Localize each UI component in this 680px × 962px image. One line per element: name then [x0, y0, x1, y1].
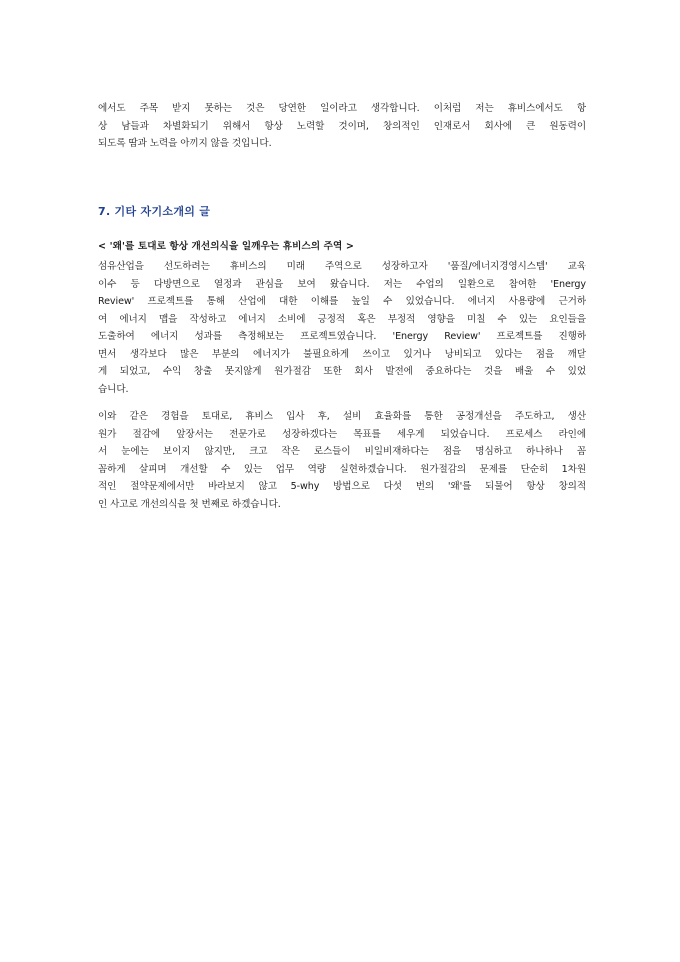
paragraph-line: 적인 절약문제에서만 바라보지 않고 5-why 방법으로 다섯 번의 '왜'를 되물어 항상 창의적: [98, 481, 586, 492]
paragraph-line: 면서 생각보다 많은 부분의 에너지가 불필요하게 쓰이고 있거나 낭비되고 있다는 점을 깨닫: [98, 348, 586, 360]
paragraph-line: 섬유산업을 선도하려는 휴비스의 미래 주역으로 성장하고자 '품질/에너지경영시스템' 교육: [98, 261, 586, 272]
section-heading: 7. 기타 자기소개의 글: [98, 205, 211, 218]
paragraph-line: 습니다.: [98, 383, 129, 395]
paragraph-line: 여 에너지 맵을 작성하고 에너지 소비에 긍정적 혹은 부정적 영향을 미칠 수 있는 요인들을: [98, 313, 586, 325]
paragraph-line: Review' 프로젝트를 통해 산업에 대한 이해를 높일 수 있었습니다. 에너지 사용량에 근거하: [98, 296, 586, 307]
intro-paragraph: [98, 100, 586, 153]
paragraph-line: 서 눈에는 보이지 않지만, 크고 작은 로스들이 비일비재하다는 점을 명심하고 하나하나 꼼: [98, 446, 586, 457]
paragraph-line: 이수 등 다방면으로 열정과 관심을 보여 왔습니다. 저는 수업의 일환으로 참여한 'Energy: [98, 278, 586, 290]
body-paragraph-2: [98, 408, 586, 513]
paragraph-line: 에서도 주목 받지 못하는 것은 당연한 일이라고 생각합니다. 이처럼 저는 휴비스에서도 항: [98, 103, 586, 114]
paragraph-line: 상 남들과 차별화되기 위해서 항상 노력할 것이며, 창의적인 인재로서 회사에 큰 원동력이: [98, 120, 586, 132]
paragraph-line: 게 되었고, 수익 창출 못지않게 원가절감 또한 회사 발전에 중요하다는 것을 배울 수 있었: [98, 366, 586, 377]
paragraph-line: 원가 절감에 앞장서는 전문가로 성장하겠다는 목표를 세우게 되었습니다. 프로세스 라인에: [98, 428, 586, 440]
paragraph-line: 도출하여 에너지 성과를 측정해보는 프로젝트였습니다. 'Energy Review' 프로젝트를 진행하: [98, 331, 586, 342]
section-subheading: < '왜'를 토대로 항상 개선의식을 일깨우는 휴비스의 주역 >: [98, 241, 354, 252]
paragraph-line: 이와 같은 경험을 토대로, 휴비스 입사 후, 설비 효율화를 통한 공정개선을 주도하고, 생산: [98, 411, 586, 422]
paragraph-line: 꼼하게 살피며 개선할 수 있는 업무 역량 실현하겠습니다. 원가절감의 문제를 단순히 1차원: [98, 463, 586, 475]
paragraph-line: 되도록 땀과 노력을 아끼지 않을 것입니다.: [98, 138, 272, 149]
body-paragraph-1: [98, 258, 586, 398]
paragraph-line: 인 사고로 개선의식을 첫 번째로 하겠습니다.: [98, 498, 281, 510]
